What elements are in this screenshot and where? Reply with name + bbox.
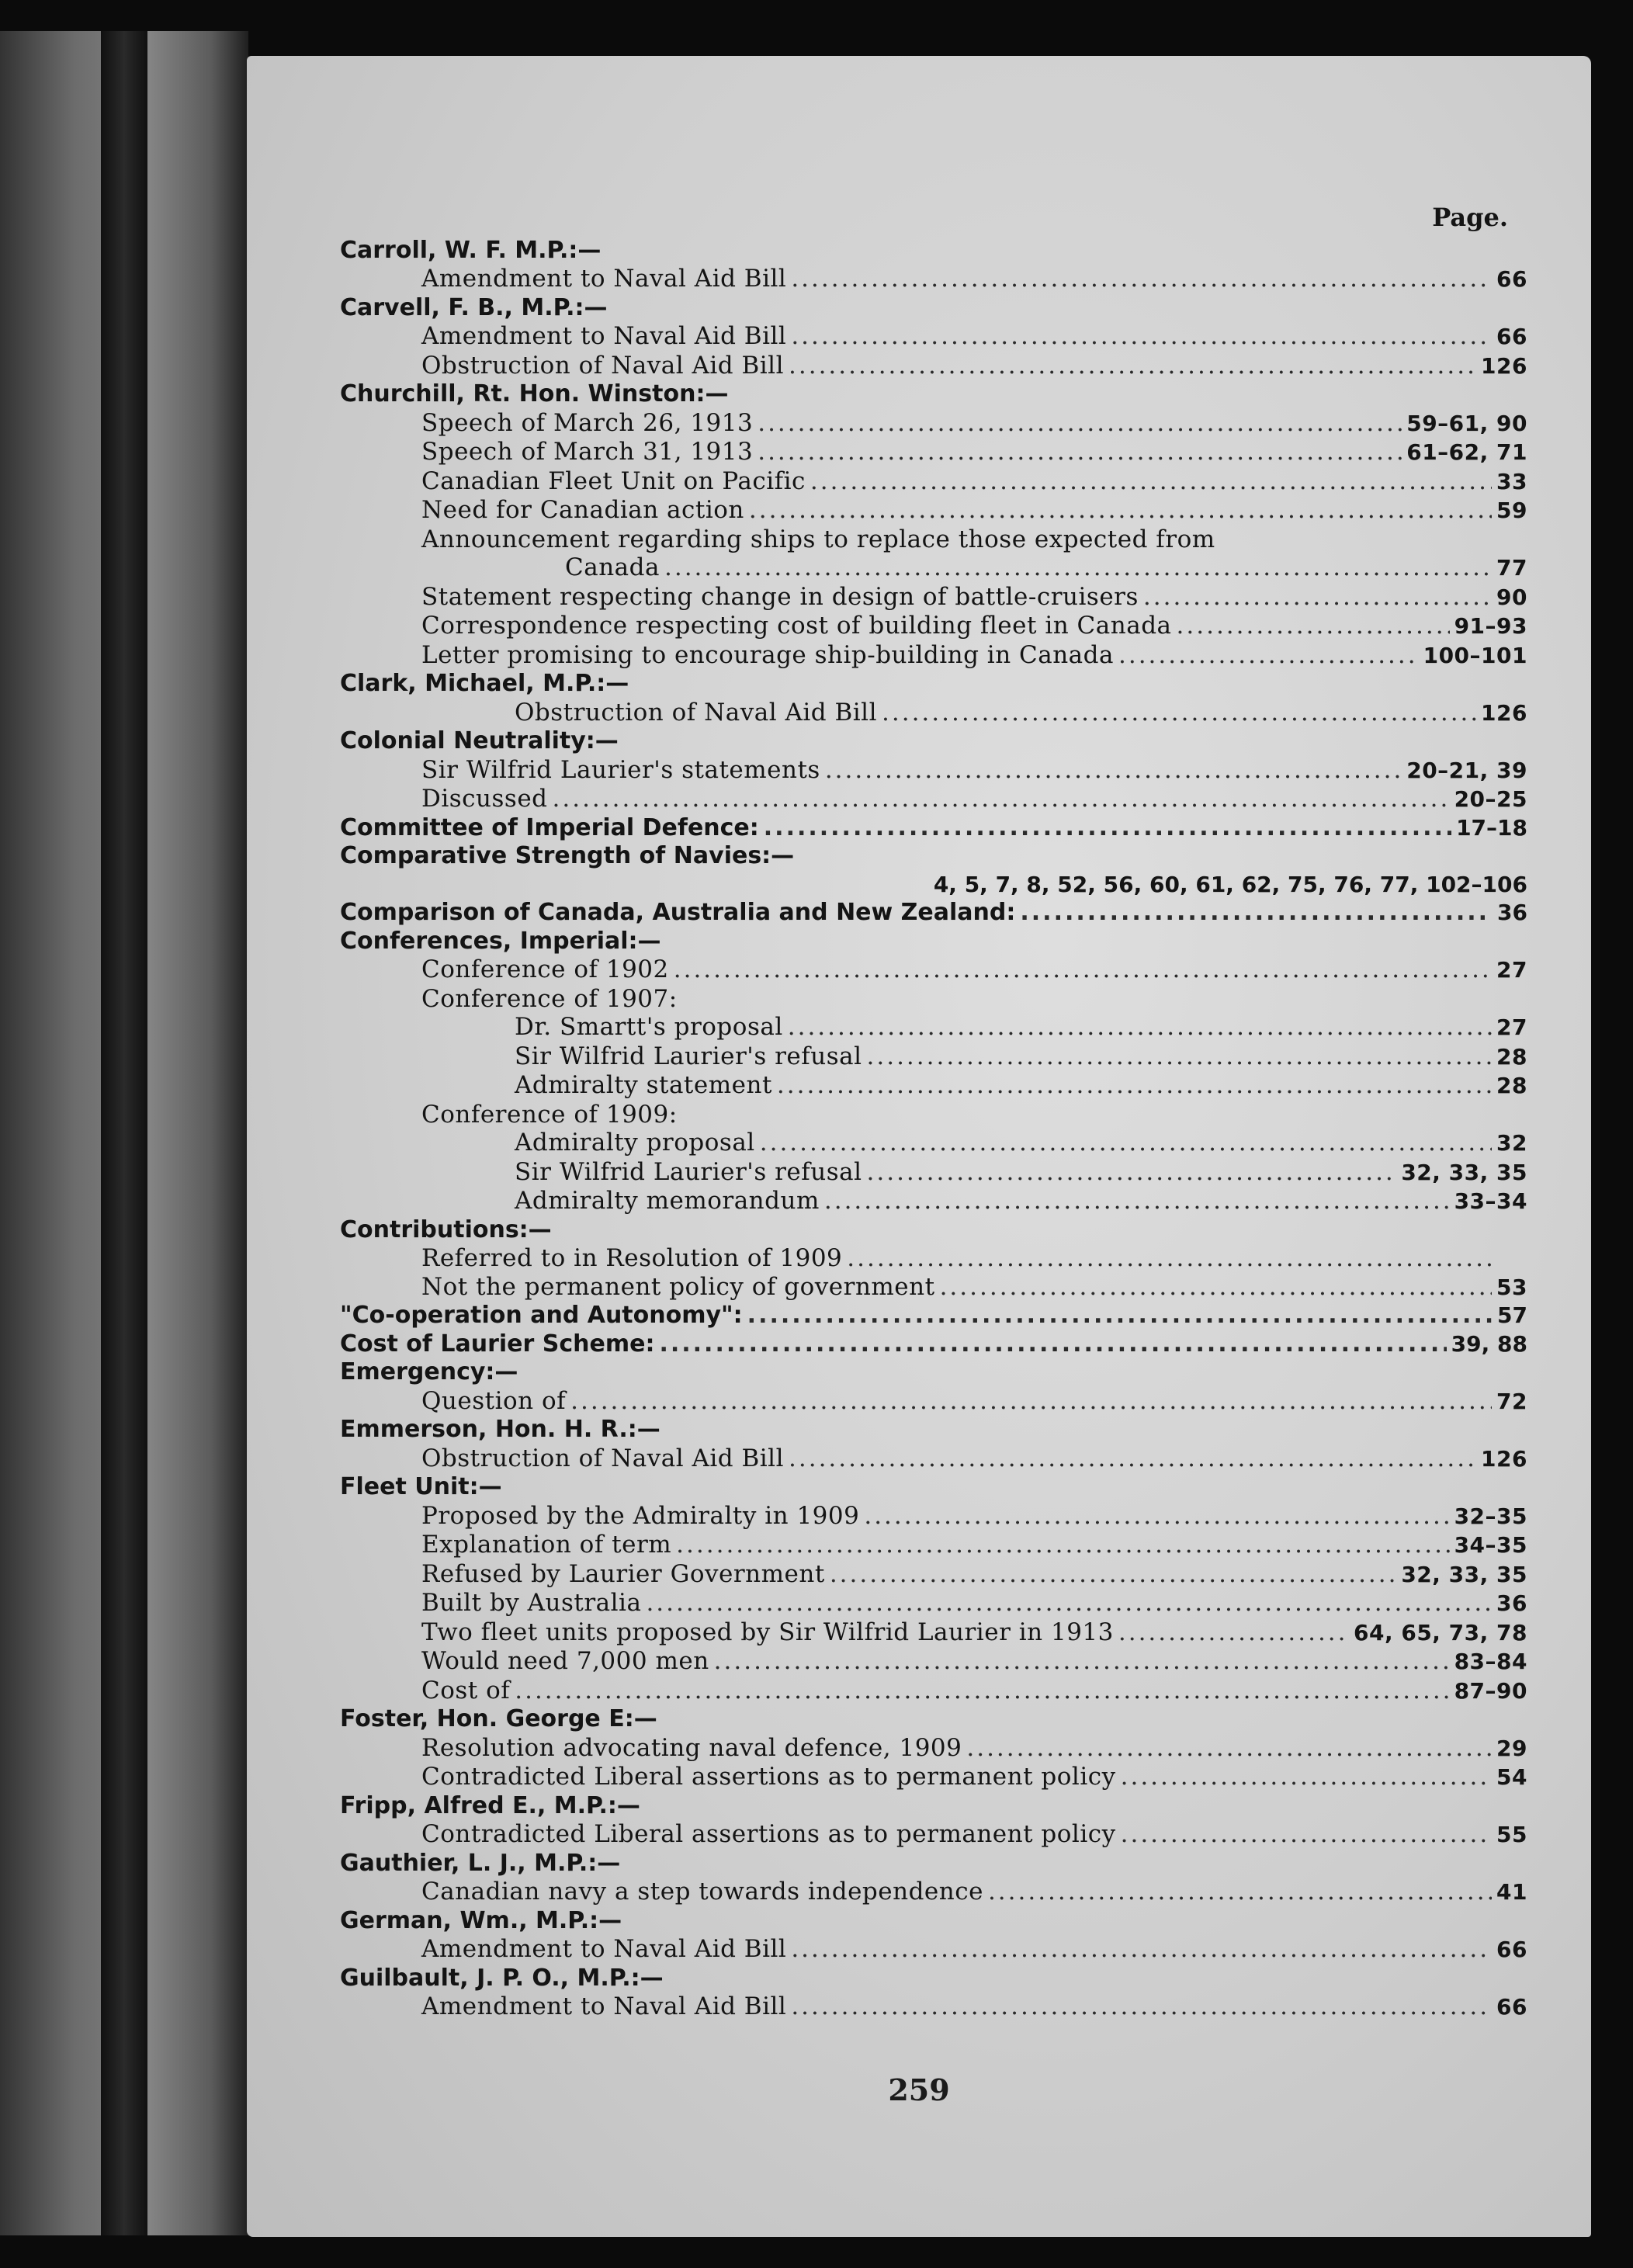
index-entry-label: Comparative Strength of Navies:— (340, 842, 795, 869)
index-page-ref: 33 (1496, 468, 1527, 494)
index-subentry (340, 409, 1527, 439)
index-entry-label: Need for Canadian action (421, 496, 744, 524)
index-subentry (340, 496, 1527, 525)
index-entry-label: Contradicted Liberal assertions as to permanent policy (421, 1820, 1116, 1848)
dot-leader (830, 1560, 1397, 1589)
index-subentry (340, 1878, 1527, 1907)
index-heading (340, 842, 1527, 871)
index-subentry (340, 1531, 1527, 1560)
index-entry-label: Not the permanent policy of government (421, 1272, 935, 1301)
index-entry-label: Amendment to Naval Aid Bill (421, 322, 787, 350)
index-entry-label: Carvell, F. B., M.P.:— (340, 293, 608, 321)
index-subentry (340, 265, 1527, 294)
index-page-ref: 54 (1496, 1764, 1527, 1790)
index-entry-label: Referred to in Resolution of 1909 (421, 1244, 843, 1272)
dot-leader (1118, 641, 1419, 670)
index-page-ref: 20–25 (1454, 786, 1527, 812)
index-entry-label: Conference of 1902 (421, 955, 669, 983)
index-page-ref: 36 (1497, 900, 1527, 925)
dot-leader (674, 955, 1492, 984)
dot-leader (988, 1878, 1492, 1906)
dot-leader (966, 1734, 1492, 1763)
index-page-ref: 91–93 (1454, 613, 1527, 639)
index-entry-label: Guilbault, J. P. O., M.P.:— (340, 1964, 664, 1992)
dot-leader (515, 1677, 1449, 1705)
dot-leader (791, 322, 1492, 351)
index-entry-label: Sir Wilfrid Laurier's refusal (515, 1042, 862, 1070)
index-page-ref: 66 (1496, 1994, 1527, 2020)
index-heading (340, 380, 1527, 409)
index-heading (340, 1473, 1527, 1502)
index-entry-label: Cost of Laurier Scheme: (340, 1330, 655, 1358)
dot-leader (664, 553, 1492, 582)
dot-leader (791, 1992, 1492, 2021)
index-entry-label: Statement respecting change in design of battle-cruisers (421, 582, 1139, 611)
index-entry-label: Dr. Smartt's proposal (515, 1013, 783, 1041)
index-page-ref: 36 (1496, 1590, 1527, 1616)
index-subsubentry (340, 1042, 1527, 1072)
index-page-ref: 32 (1496, 1130, 1527, 1156)
index-entry-label: Carroll, W. F. M.P.:— (340, 236, 602, 264)
index-page-ref: 59–61, 90 (1406, 410, 1527, 436)
index-page-ref: 20–21, 39 (1406, 757, 1527, 783)
index-subsubentry (340, 1158, 1527, 1188)
index-page-ref: 126 (1481, 699, 1527, 726)
index-page-ref: 61–62, 71 (1406, 439, 1527, 465)
index-entry-label: Announcement regarding ships to replace those expected from (421, 525, 1215, 553)
index-subentry (340, 352, 1527, 381)
dot-leader (646, 1589, 1492, 1618)
index-entry-label: Gauthier, L. J., M.P.:— (340, 1849, 621, 1877)
index-page-ref: 77 (1496, 555, 1527, 581)
index-entry-label: Conference of 1907: (421, 984, 678, 1013)
index-entry-label: Canada (565, 553, 660, 581)
index-entry-label: Two fleet units proposed by Sir Wilfrid Laurier in 1913 (421, 1618, 1114, 1646)
index-entries (340, 237, 1527, 2022)
index-page-ref: 32–35 (1454, 1503, 1527, 1529)
index-page-ref: 28 (1496, 1073, 1527, 1098)
index-subentry (340, 955, 1527, 985)
index-page-ref: 28 (1496, 1043, 1527, 1070)
index-entry-label: Obstruction of Naval Aid Bill (421, 1444, 785, 1472)
index-subentry (340, 1820, 1527, 1850)
index-subentry (340, 1502, 1527, 1531)
dot-leader (777, 1071, 1492, 1100)
index-entry-label: German, Wm., M.P.:— (340, 1906, 622, 1934)
index-entry-label: Committee of Imperial Defence: (340, 813, 759, 841)
index-heading (340, 1907, 1527, 1936)
index-subentry (340, 1647, 1527, 1677)
index-heading (340, 727, 1527, 756)
index-subentry (340, 612, 1527, 641)
dot-leader (940, 1273, 1492, 1302)
index-heading (340, 1416, 1527, 1444)
index-subentry (340, 1618, 1527, 1648)
index-entry-label: Built by Australia (421, 1589, 642, 1617)
dot-leader (882, 699, 1476, 727)
dot-leader (659, 1330, 1446, 1359)
dot-leader (864, 1502, 1449, 1531)
index-entry-label: Letter promising to encourage ship-building in Canada (421, 640, 1114, 669)
index-entry-label: Sir Wilfrid Laurier's statements (421, 755, 820, 784)
dot-leader (747, 1302, 1492, 1330)
index-page-ref: 29 (1496, 1735, 1527, 1761)
index-entry-label: Correspondence respecting cost of building fleet in Canada (421, 612, 1172, 640)
index-entry-label: Obstruction of Naval Aid Bill (421, 351, 785, 380)
dot-leader (810, 467, 1492, 496)
index-entry-label: Foster, Hon. George E:— (340, 1705, 657, 1732)
index-entry-label: Amendment to Naval Aid Bill (421, 1935, 787, 1963)
index-subentry (340, 641, 1527, 671)
index-page-ref: 17–18 (1456, 814, 1527, 841)
index-subsubentry (340, 699, 1527, 728)
index-subentry (340, 1677, 1527, 1706)
index-subentry (340, 1273, 1527, 1302)
index-page-ref: 72 (1496, 1388, 1527, 1414)
index-entry-label: Contributions:— (340, 1215, 552, 1243)
index-entry-label: Canadian navy a step towards independence (421, 1878, 983, 1906)
index-entry-label: Fripp, Alfred E., M.P.:— (340, 1791, 640, 1819)
index-page-ref: 34–35 (1454, 1532, 1527, 1558)
book-spine-shadow (101, 31, 147, 2235)
index-entry-label: Speech of March 26, 1913 (421, 408, 754, 437)
index-entry-label: Clark, Michael, M.P.:— (340, 670, 629, 697)
index-entry-label: Proposed by the Admiralty in 1909 (421, 1501, 860, 1530)
index-heading (340, 1792, 1527, 1821)
index-page-ref: 32, 33, 35 (1401, 1159, 1527, 1185)
dot-leader (1121, 1763, 1492, 1791)
index-entry-label: Colonial Neutrality:— (340, 727, 619, 754)
dot-leader (760, 1129, 1492, 1157)
index-continuation (340, 553, 1527, 583)
index-page-ref: 27 (1496, 957, 1527, 983)
index-heading (340, 1705, 1527, 1734)
index-page-list (340, 871, 1527, 900)
index-page-ref: 64, 65, 73, 78 (1353, 1619, 1527, 1646)
index-heading (340, 1850, 1527, 1878)
index-page-ref: 90 (1496, 584, 1527, 610)
index-subentry (340, 985, 1527, 1014)
dot-leader (825, 756, 1402, 785)
index-heading (340, 670, 1527, 699)
index-subsubentry (340, 1071, 1527, 1101)
index-entry-label: Speech of March 31, 1913 (421, 438, 754, 466)
index-page-ref: 100–101 (1423, 642, 1527, 668)
dot-leader (1118, 1618, 1349, 1647)
dot-leader (570, 1387, 1492, 1416)
index-content (340, 203, 1527, 2022)
index-heading (340, 814, 1527, 843)
index-subsubentry (340, 1129, 1527, 1158)
index-subentry (340, 1244, 1527, 1273)
dot-leader (824, 1187, 1450, 1215)
index-entry-label: Contradicted Liberal assertions as to permanent policy (421, 1763, 1116, 1791)
dot-leader (749, 496, 1492, 525)
dot-leader (676, 1531, 1449, 1559)
index-entry-label: Fleet Unit:— (340, 1473, 502, 1500)
dot-leader (758, 409, 1402, 438)
index-entry-label: Resolution advocating naval defence, 1909 (421, 1733, 962, 1762)
dot-leader (789, 352, 1476, 380)
index-entry-label: Amendment to Naval Aid Bill (421, 1992, 787, 2020)
index-subentry (340, 1589, 1527, 1618)
index-entry-label: Amendment to Naval Aid Bill (421, 265, 787, 293)
index-subentry (340, 1763, 1527, 1792)
index-entry-label: Admiralty memorandum (515, 1187, 820, 1215)
index-entry-label: Refused by Laurier Government (421, 1559, 825, 1588)
index-page-ref: 41 (1496, 1879, 1527, 1905)
index-subentry (340, 1444, 1527, 1474)
dot-leader (847, 1244, 1492, 1273)
index-heading (340, 237, 1527, 265)
dot-leader (553, 785, 1450, 813)
page-column-header: Page. (1432, 203, 1508, 232)
index-entry-label: Comparison of Canada, Australia and New Zealand: (340, 899, 1016, 926)
index-page-ref: 53 (1496, 1274, 1527, 1300)
index-entry-label: Would need 7,000 men (421, 1647, 709, 1675)
index-page-ref: 126 (1481, 352, 1527, 379)
index-entry-label: Cost of (421, 1676, 511, 1704)
index-subentry (340, 322, 1527, 352)
index-page-ref: 87–90 (1454, 1677, 1527, 1704)
index-subentry (340, 1560, 1527, 1590)
index-page-ref: 39, 88 (1451, 1330, 1527, 1357)
index-page-ref: 27 (1496, 1014, 1527, 1040)
index-subentry (340, 1387, 1527, 1417)
index-heading (340, 294, 1527, 323)
dot-leader (714, 1647, 1450, 1676)
index-subentry (340, 1992, 1527, 2022)
index-subentry (340, 1101, 1527, 1129)
index-page-refs: 4, 5, 7, 8, 52, 56, 60, 61, 62, 75, 76, 77, 102–106 (933, 871, 1527, 897)
index-page-ref: 57 (1497, 1302, 1527, 1328)
index-entry-label: Emergency:— (340, 1358, 518, 1385)
index-entry-label: Emmerson, Hon. H. R.:— (340, 1416, 660, 1443)
index-page-ref: 66 (1496, 1937, 1527, 1962)
index-entry-label: "Co-operation and Autonomy": (340, 1302, 743, 1329)
index-entry-label: Canadian Fleet Unit on Pacific (421, 466, 806, 495)
index-heading (340, 1216, 1527, 1245)
index-entry-label: Sir Wilfrid Laurier's refusal (515, 1157, 862, 1186)
dot-leader (791, 265, 1492, 293)
dot-leader (788, 1013, 1492, 1042)
index-heading (340, 899, 1527, 928)
index-page-ref: 59 (1496, 498, 1527, 523)
index-subentry (340, 1734, 1527, 1763)
index-heading (340, 1965, 1527, 1993)
index-subentry (340, 1935, 1527, 1965)
index-subentry (340, 785, 1527, 814)
index-heading (340, 1358, 1527, 1387)
index-subentry (340, 583, 1527, 612)
dot-leader (1143, 583, 1492, 612)
index-subentry (340, 525, 1527, 554)
dot-leader (789, 1444, 1476, 1473)
dot-leader (1121, 1820, 1492, 1849)
dot-leader (1177, 612, 1450, 640)
dot-leader (867, 1042, 1492, 1071)
index-subentry (340, 467, 1527, 497)
index-entry-label: Question of (421, 1386, 567, 1415)
index-entry-label: Explanation of term (421, 1531, 672, 1559)
index-entry-label: Discussed (421, 785, 548, 813)
index-entry-label: Churchill, Rt. Hon. Winston:— (340, 380, 729, 407)
index-heading (340, 1302, 1527, 1330)
dot-leader (867, 1158, 1397, 1187)
page-number: 259 (888, 2072, 950, 2107)
dot-leader (1020, 899, 1492, 928)
index-entry-label: Conference of 1909: (421, 1100, 678, 1129)
book-page (247, 56, 1591, 2237)
index-entry-label: Admiralty statement (515, 1071, 772, 1099)
index-subsubentry (340, 1187, 1527, 1216)
dot-leader (758, 438, 1402, 466)
index-page-ref: 66 (1496, 324, 1527, 349)
index-subsubentry (340, 1013, 1527, 1042)
index-entry-label: Obstruction of Naval Aid Bill (515, 698, 878, 727)
index-page-ref: 33–34 (1454, 1188, 1527, 1214)
index-subentry (340, 756, 1527, 785)
index-page-ref: 32, 33, 35 (1401, 1561, 1527, 1587)
index-heading (340, 928, 1527, 956)
index-page-ref: 83–84 (1454, 1649, 1527, 1674)
index-page-ref: 55 (1496, 1822, 1527, 1847)
index-page-ref: 126 (1481, 1445, 1527, 1472)
index-page-ref: 66 (1496, 266, 1527, 292)
dot-leader (764, 814, 1451, 843)
index-subentry (340, 438, 1527, 467)
index-entry-label: Admiralty proposal (515, 1129, 755, 1157)
dot-leader (791, 1935, 1492, 1964)
index-entry-label: Conferences, Imperial:— (340, 927, 661, 955)
index-heading (340, 1330, 1527, 1359)
